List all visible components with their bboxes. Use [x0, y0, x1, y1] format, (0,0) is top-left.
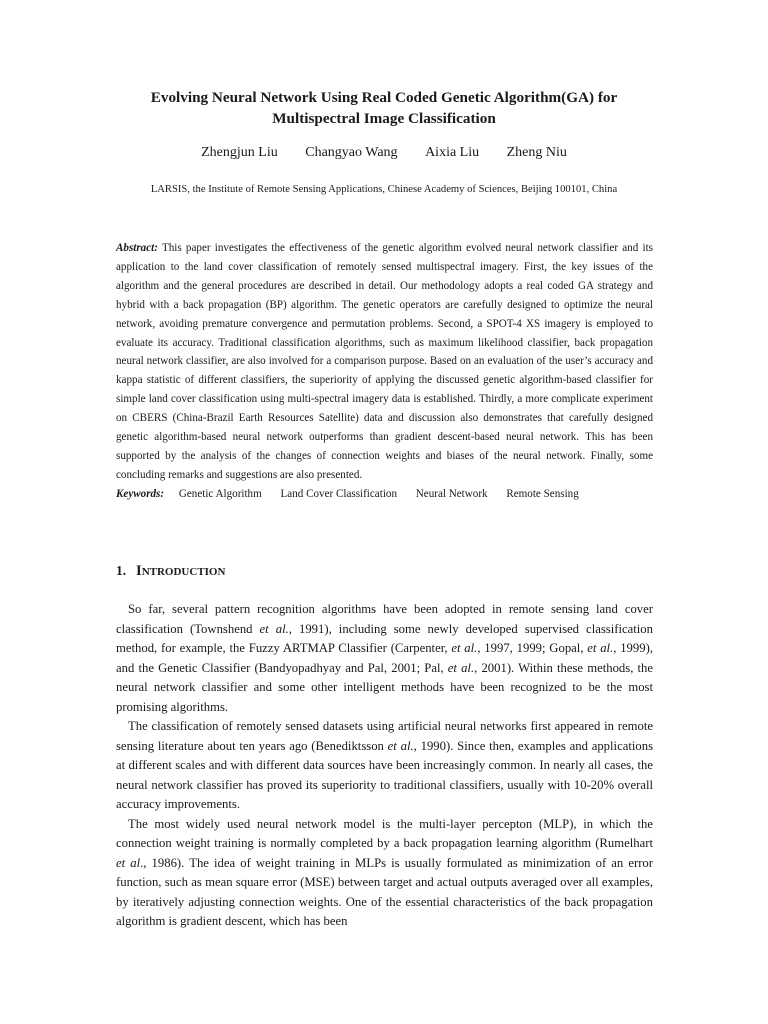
citation-etal: et al. [587, 641, 614, 655]
keywords-label: Keywords: [116, 488, 165, 500]
paper-title [100, 87, 668, 129]
section-number: 1. [116, 563, 127, 578]
paragraph [116, 717, 653, 815]
keyword: Genetic Algorithm [178, 488, 262, 500]
section-title-rest: NTRODUCTION [141, 566, 226, 578]
title-line-1: Evolving Neural Network Using Real Coded Genetic Algorithm(GA) for [150, 89, 618, 106]
author-name: Zhengjun Liu [201, 145, 278, 160]
text-run: , 1999), and the Genetic Classifier (Bandyopadhyay and Pal, 2001; Pal, [116, 641, 653, 675]
text-run: , 1990). Since then, examples and applications at different scales and with different data sources have been increasingly common. In nearly all cases, the neural network classifier has proved its superiority to traditional classifiers, usually with 10-20% overall accuracy improvements. [116, 738, 654, 811]
paragraph [116, 600, 653, 717]
keyword: Neural Network [415, 488, 488, 500]
text-run: The classification of remotely sensed datasets using artificial neural networks first appeared in remote sensing literature about ten years ago (Benediktsson [116, 719, 653, 753]
section-heading [116, 562, 225, 581]
keyword: Remote Sensing [506, 488, 579, 500]
text-run: , 2001). Within these methods, the neural network classifier and some other intelligent methods have been recognized to be the most promising algorithms. [116, 660, 654, 714]
text-run: The most widely used neural network model is the multi-layer percepton (MLP), in which the connection weight training is normally completed by a back propagation learning algorithm (Rumelhart [116, 816, 653, 850]
text-run: So far, several pattern recognition algorithms have been adopted in remote sensing land cover classification (Townshend [116, 602, 653, 636]
author-list [100, 144, 668, 162]
title-line-2: Multispectral Image Classification [272, 110, 496, 127]
affiliation: LARSIS, the Institute of Remote Sensing Applications, Chinese Academy of Sciences, Beijing 100101, China [150, 184, 618, 195]
author-name: Changyao Wang [305, 145, 398, 160]
citation-etal: et al. [451, 641, 478, 655]
author-name: Zheng Niu [506, 145, 567, 160]
abstract [116, 239, 653, 485]
citation-etal: et al. [387, 738, 414, 753]
keyword: Land Cover Classification [280, 488, 397, 500]
keywords [116, 486, 653, 502]
text-run: ., 1986). The idea of weight training in MLPs is usually formulated as minimization of an error function, such as mean square error (MSE) between target and actual outputs averaged over all examples, by iteratively adjusting connection weights. One of the essential characteristics of the back propagation algorithm is gradient descent, which has been [116, 855, 653, 928]
text-run: , 1997, 1999; Gopal, [477, 641, 588, 655]
abstract-label: Abstract: [116, 242, 158, 254]
introduction-body [116, 600, 653, 932]
abstract-text: This paper investigates the effectiveness of the genetic algorithm evolved neural network classifier and its application to the land cover classification of remotely sensed multispectral imagery. First, the key issues of the algorithm and the general procedures are described in detail. Our methodology adopts a real coded GA strategy and hybrid with a back propagation (BP) algorithm. The genetic operators are carefully designed to optimize the neural network, avoiding premature convergence and permutation problems. Second, a SPOT-4 XS imagery is employed to evaluate its accuracy. Traditional classification algorithms, such as maximum likelihood classifier, back propagation neural network classifier, are also involved for a comparison purpose. Based on an evaluation of the user’s accuracy and kappa statistic of different classifiers, the superiority of applying the discussed genetic algorithm-based classifier for simple land cover classification using multi-spectral imagery data is established. Thirdly, a more complicate experiment on CBERS (China-Brazil Earth Resources Satellite) data and discussion also demonstrates that carefully designed genetic algorithm-based neural network outperforms than gradient descent-based neural network. This has been supported by the analysis of the changes of connection weights and biases of the neural network. Finally, some concluding remarks and suggestions are also presented. [116, 242, 653, 481]
section-title-initial: I [136, 563, 142, 579]
text-run: , 1991), including some newly developed supervised classification method, for example, the Fuzzy ARTMAP Classifier (Carpenter, [116, 621, 653, 655]
citation-etal: et al. [259, 621, 289, 636]
author-name: Aixia Liu [425, 145, 480, 160]
citation-etal: et al [116, 855, 141, 870]
citation-etal: et al. [447, 660, 475, 675]
paragraph [116, 815, 653, 932]
